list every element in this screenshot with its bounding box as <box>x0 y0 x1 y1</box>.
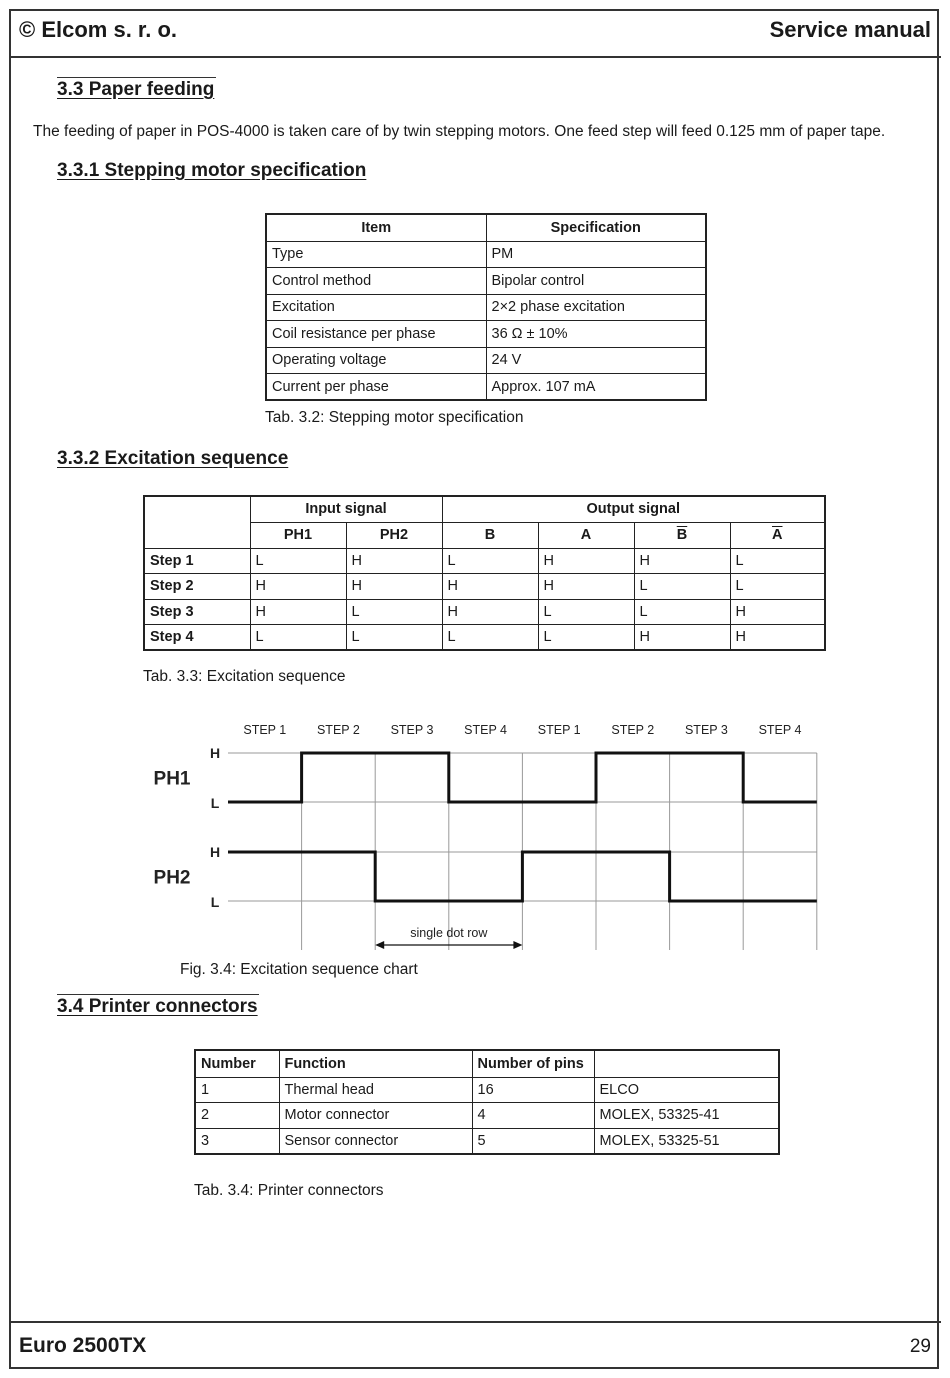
step-label: STEP 3 <box>390 723 434 737</box>
table-cell: H <box>634 625 730 651</box>
table-3-4-caption: Tab. 3.4: Printer connectors <box>194 1182 384 1199</box>
excitation-sequence-table <box>143 495 826 651</box>
spec-cell: Bipolar control <box>486 268 706 295</box>
table-cell: L <box>250 548 346 574</box>
signal-name-ph1: PH1 <box>153 768 191 790</box>
section-3-3-title: 3.3 Paper feeding <box>57 79 215 100</box>
col-header-ph1: PH1 <box>250 522 346 548</box>
row-label: Step 3 <box>144 599 250 625</box>
low-level-label: L <box>210 894 220 910</box>
spec-cell: PM <box>486 241 706 268</box>
row-label: Step 1 <box>144 548 250 574</box>
col-header-function: Function <box>279 1050 472 1077</box>
table-cell: H <box>346 548 442 574</box>
section-3-3-2-title: 3.3.2 Excitation sequence <box>57 448 289 469</box>
step-label: STEP 1 <box>537 723 581 737</box>
col-header-ph2: PH2 <box>346 522 442 548</box>
arrow-head-right <box>513 941 522 949</box>
page-number: 29 <box>909 1336 931 1357</box>
step-label: STEP 4 <box>758 723 802 737</box>
footer-product-name: Euro 2500TX <box>19 1334 147 1357</box>
table-cell: H <box>634 548 730 574</box>
step-label: STEP 4 <box>464 723 508 737</box>
table-cell: L <box>346 599 442 625</box>
spec-cell: Operating voltage <box>266 347 486 374</box>
table-cell: H <box>730 625 825 651</box>
step-label: STEP 3 <box>684 723 728 737</box>
table-cell: Thermal head <box>279 1077 472 1103</box>
table-cell: L <box>538 625 634 651</box>
col-header-b-bar: $\overline{B}$ <box>634 522 730 548</box>
figure-3-4-caption: Fig. 3.4: Excitation sequence chart <box>180 961 418 978</box>
signal-name-ph2: PH2 <box>153 867 191 889</box>
table-cell: 16 <box>472 1077 594 1103</box>
col-header-a: A <box>538 522 634 548</box>
table-cell: L <box>730 574 825 600</box>
table-cell: L <box>442 625 538 651</box>
header-doc-title: Service manual <box>769 17 931 42</box>
table-cell: H <box>538 548 634 574</box>
table-cell: Motor connector <box>279 1103 472 1129</box>
spec-cell: Approx. 107 mA <box>486 374 706 401</box>
table-cell: 1 <box>195 1077 279 1103</box>
table-cell: MOLEX, 53325-41 <box>594 1103 779 1129</box>
paper-feeding-text: The feeding of paper in POS-4000 is taken care of by twin stepping motors. One feed step will feed 0.125 mm of paper tape. <box>33 123 886 140</box>
col-header-a-bar: $\overline{A}$ <box>730 522 825 548</box>
section-3-3-1-title: 3.3.1 Stepping motor specification <box>57 160 367 181</box>
col-header-item: Item <box>266 214 486 241</box>
dimension-label: single dot row <box>410 926 488 940</box>
spec-cell: Coil resistance per phase <box>266 321 486 348</box>
input-signal-header: Input signal <box>250 496 442 522</box>
col-header-number: Number <box>195 1050 279 1077</box>
table-cell: L <box>442 548 538 574</box>
row-label: Step 2 <box>144 574 250 600</box>
empty-corner-cell <box>144 496 250 548</box>
step-label: STEP 2 <box>316 723 360 737</box>
table-cell: L <box>538 599 634 625</box>
table-cell: L <box>346 625 442 651</box>
table-cell: H <box>346 574 442 600</box>
arrow-head-left <box>375 941 384 949</box>
table-cell: L <box>250 625 346 651</box>
section-rule <box>57 994 259 995</box>
step-label: STEP 1 <box>243 723 287 737</box>
section-rule <box>57 77 216 78</box>
spec-cell: Control method <box>266 268 486 295</box>
col-header-specification: Specification <box>486 214 706 241</box>
excitation-sequence-chart <box>140 716 830 956</box>
header-company: © Elcom s. r. o. <box>19 17 178 42</box>
table-cell: H <box>250 574 346 600</box>
step-label: STEP 2 <box>611 723 655 737</box>
table-cell: H <box>250 599 346 625</box>
table-cell: 3 <box>195 1128 279 1154</box>
spec-cell: 36 Ω ± 10% <box>486 321 706 348</box>
table-cell: 5 <box>472 1128 594 1154</box>
table-cell: H <box>442 574 538 600</box>
row-label: Step 4 <box>144 625 250 651</box>
section-3-4-title: 3.4 Printer connectors <box>57 996 258 1017</box>
output-signal-header: Output signal <box>442 496 825 522</box>
table-cell: L <box>634 599 730 625</box>
waveform-ph2 <box>228 852 817 901</box>
col-header-pins: Number of pins <box>472 1050 594 1077</box>
footer-rule <box>9 1321 941 1323</box>
header-rule <box>9 56 941 58</box>
spec-cell: 2×2 phase excitation <box>486 294 706 321</box>
table-cell: H <box>538 574 634 600</box>
table-cell: MOLEX, 53325-51 <box>594 1128 779 1154</box>
table-cell: L <box>634 574 730 600</box>
col-header-connector <box>594 1050 779 1077</box>
table-cell: ELCO <box>594 1077 779 1103</box>
table-cell: H <box>442 599 538 625</box>
table-cell: Sensor connector <box>279 1128 472 1154</box>
table-cell: 4 <box>472 1103 594 1129</box>
spec-cell: Current per phase <box>266 374 486 401</box>
spec-cell: Type <box>266 241 486 268</box>
stepping-motor-spec-table <box>265 213 707 401</box>
spec-cell: 24 V <box>486 347 706 374</box>
high-level-label: H <box>209 844 221 860</box>
spec-cell: Excitation <box>266 294 486 321</box>
table-3-3-caption: Tab. 3.3: Excitation sequence <box>143 668 346 685</box>
table-cell: L <box>730 548 825 574</box>
table-3-2-caption: Tab. 3.2: Stepping motor specification <box>265 409 524 426</box>
table-cell: 2 <box>195 1103 279 1129</box>
table-cell: H <box>730 599 825 625</box>
low-level-label: L <box>210 795 220 811</box>
col-header-b: B <box>442 522 538 548</box>
high-level-label: H <box>209 745 221 761</box>
printer-connectors-table <box>194 1049 780 1155</box>
